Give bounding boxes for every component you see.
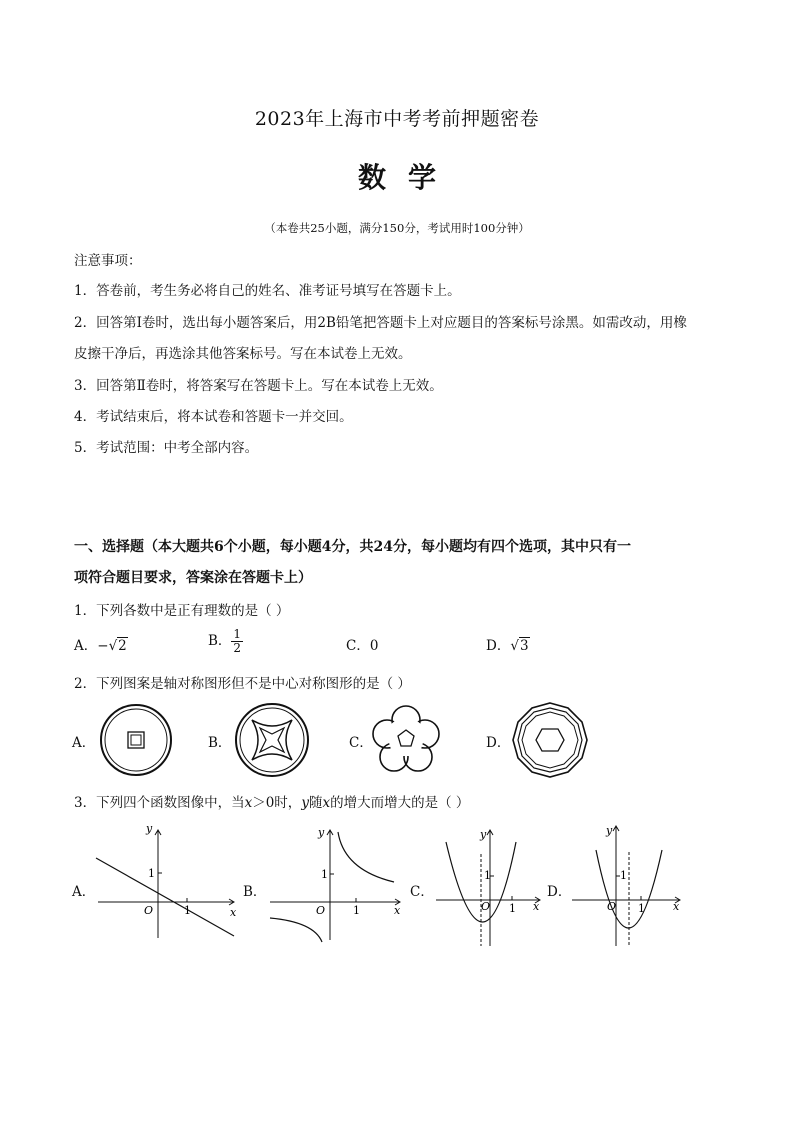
q1-option-a xyxy=(74,634,128,654)
y-axis-label: y xyxy=(480,828,487,841)
radicand: 2 xyxy=(118,638,127,654)
minus-sign: − xyxy=(97,638,109,654)
y-axis-label: y xyxy=(318,826,325,839)
q1-option-d xyxy=(486,634,530,654)
note-item: 3．回答第Ⅱ卷时，将答案写在答题卡上。写在本试卷上无效。 xyxy=(74,378,443,394)
q2-label-d: D． xyxy=(486,735,511,751)
option-label: A． xyxy=(74,638,98,654)
var-x: x xyxy=(322,795,331,811)
x-tick-label: 1 xyxy=(638,902,645,915)
hyperbola-branch-1 xyxy=(338,832,394,882)
sqrt-symbol: √ xyxy=(510,638,519,654)
q1-option-b xyxy=(208,628,243,655)
x-axis-label: x xyxy=(394,904,401,917)
question-3-stem xyxy=(74,791,469,811)
q2-figure-a-coin xyxy=(99,703,173,777)
var-y: y xyxy=(301,795,309,811)
stem-text: 的增大而增大的是（ ） xyxy=(330,795,470,811)
q2-figure-d-polygon xyxy=(510,700,590,780)
origin-label: O xyxy=(316,904,326,917)
x-tick-label: 1 xyxy=(353,904,360,917)
note-item: 2．回答第Ⅰ卷时，选出每小题答案后，用2B铅笔把答题卡上对应题目的答案标号涂黑。如需改动，用橡 xyxy=(74,315,687,331)
q3-graph-a xyxy=(92,818,242,942)
radicand: 3 xyxy=(519,638,529,654)
x-axis-label: x xyxy=(533,900,540,913)
x-tick-label: 1 xyxy=(509,902,516,915)
question-1-stem: 1．下列各数中是正有理数的是（ ） xyxy=(74,603,290,619)
q3-label-b: B． xyxy=(243,884,267,900)
note-item: 5．考试范围：中考全部内容。 xyxy=(74,440,259,456)
x-axis-label: x xyxy=(673,900,680,913)
stem-text: 3．下列四个函数图像中，当 xyxy=(74,795,245,811)
note-item: 皮擦干净后，再选涂其他答案标号。写在本试卷上无效。 xyxy=(74,346,412,362)
function-line xyxy=(96,858,234,936)
q3-label-c: C． xyxy=(410,884,434,900)
y-tick-label: 1 xyxy=(148,867,155,880)
exam-title: 2023年上海市中考考前押题密卷 xyxy=(254,108,540,130)
subject-title: 数学 xyxy=(357,161,458,194)
y-axis-label: y xyxy=(146,822,153,835)
exam-meta: （本卷共25小题，满分150分，考试用时100分钟） xyxy=(264,221,530,235)
numerator: 1 xyxy=(233,627,242,641)
option-label: B． xyxy=(208,633,232,649)
q3-graph-d xyxy=(568,822,684,950)
q1-option-c: C．0 xyxy=(346,638,379,654)
var-x: x xyxy=(244,795,253,811)
stem-text: 随 xyxy=(308,795,323,811)
q3-label-a: A． xyxy=(72,884,96,900)
sqrt-symbol: √ xyxy=(108,638,118,654)
origin-label: O xyxy=(481,900,491,913)
q2-figure-c-flower xyxy=(368,702,444,778)
x-axis-label: x xyxy=(230,906,237,919)
y-tick-label: 1 xyxy=(484,869,491,882)
note-item: 4．考试结束后，将本试卷和答题卡一并交回。 xyxy=(74,409,353,425)
note-item: 1．答卷前，考生务必将自己的姓名、准考证号填写在答题卡上。 xyxy=(74,283,461,299)
section-heading: 一、选择题（本大题共6个小题，每小题4分，共24分，每小题均有四个选项，其中只有一 xyxy=(74,539,631,555)
y-axis-label: y xyxy=(606,824,613,837)
hyperbola-branch-2 xyxy=(270,918,322,942)
question-2-stem: 2．下列图案是轴对称图形但不是中心对称图形的是（ ） xyxy=(74,676,411,692)
denominator: 2 xyxy=(233,641,242,655)
q2-label-a: A． xyxy=(72,735,96,751)
section-heading-cont: 项符合题目要求，答案涂在答题卡上） xyxy=(74,570,312,586)
stem-text: ＞0时， xyxy=(252,795,302,811)
q3-graph-b xyxy=(264,822,408,946)
y-tick-label: 1 xyxy=(620,869,627,882)
origin-label: O xyxy=(607,900,617,913)
fraction xyxy=(231,628,243,655)
q2-figure-b-coin xyxy=(234,702,310,778)
option-label: D． xyxy=(486,638,511,654)
notes-heading: 注意事项： xyxy=(74,253,142,269)
q3-graph-c xyxy=(432,826,544,950)
x-tick-label: 1 xyxy=(184,904,191,917)
q2-label-c: C． xyxy=(349,735,373,751)
y-tick-label: 1 xyxy=(321,868,328,881)
q2-label-b: B． xyxy=(208,735,232,751)
origin-label: O xyxy=(144,904,154,917)
q3-label-d: D． xyxy=(547,884,572,900)
